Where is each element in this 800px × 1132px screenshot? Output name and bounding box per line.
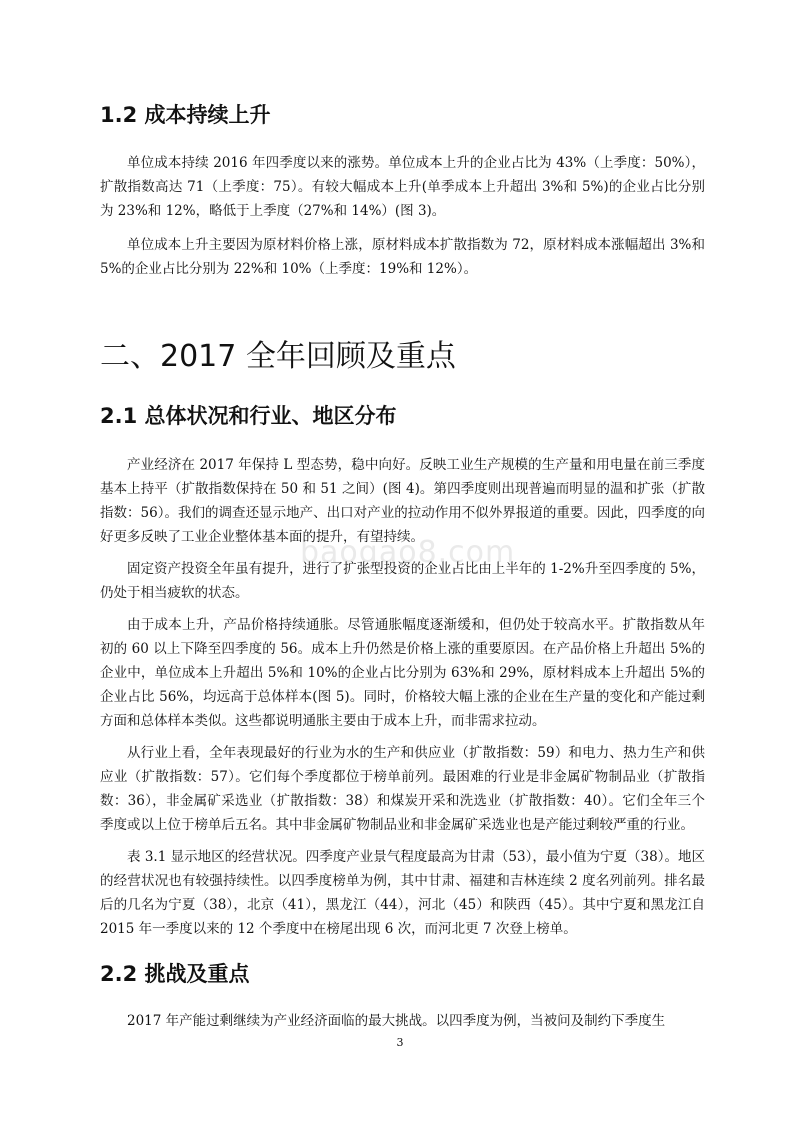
section-2-1-paragraph-5: 表 3.1 显示地区的经营状况。四季度产业景气程度最高为甘肃（53），最小值为宁夏（38）。地区的经营状况也有较强持续性。以四季度榜单为例，其中甘肃、福建和吉林连续 2 度名列前列。排名最后的几名为宁夏（38），北京（41），黑龙江（44），河北（45）和陕西（45）。其中宁夏和黑龙江自 2015 年一季度以来的 12 个季度中在榜尾出现 6 次，而河北更 7 次登上榜单。	[100, 849, 705, 937]
section-1-2-heading: 1.2 成本持续上升	[100, 103, 271, 127]
section-2-1-paragraph-4: 从行业上看，全年表现最好的行业为水的生产和供应业（扩散指数：59）和电力、热力生产和供应业（扩散指数：57）。它们每个季度都位于榜单前列。最困难的行业是非金属矿物制品业（扩散指数：36），非金属矿采选业（扩散指数：38）和煤炭开采和洗选业（扩散指数：40）。它们全年三个季度或以上位于榜单后五名。其中非金属矿物制品业和非金属矿采选业也是产能过剩较严重的行业。	[100, 745, 705, 833]
section-2-1-paragraph-3: 由于成本上升，产品价格持续通胀。尽管通胀幅度逐渐缓和，但仍处于较高水平。扩散指数从年初的 60 以上下降至四季度的 56。成本上升仍然是价格上涨的重要原因。在产品价格上升超出 5%的企业中，单位成本上升超出 5%和 10%的企业占比分别为 63%和 29%，原材料成本上升超出 5%的企业占比 56%，均远高于总体样本(图 5)。同时，价格较大幅上涨的企业在生产量的变化和产能过剩方面和总体样本类似。这些都说明通胀主要由于成本上升，而非需求拉动。	[100, 617, 705, 729]
section-2-1-paragraph-1: 产业经济在 2017 年保持 L 型态势，稳中向好。反映工业生产规模的生产量和用电量在前三季度基本上持平（扩散指数保持在 50 和 51 之间）(图 4)。第四季度则出现普遍而明显的温和扩张（扩散指数：56）。我们的调查还显示地产、出口对产业的拉动作用不似外界报道的重要。因此，四季度的向好更多反映了工业企业整体基本面的提升，有望持续。	[100, 457, 705, 545]
section-1-2-paragraph-1: 单位成本持续 2016 年四季度以来的涨势。单位成本上升的企业占比为 43%（上季度：50%），扩散指数高达 71（上季度：75）。有较大幅成本上升(单季成本上升超出 3%和 5%)的企业占比分别为 23%和 12%，略低于上季度（27%和 14%）(图 3)。	[100, 155, 705, 219]
page-content	[100, 100, 705, 1033]
section-2-1-paragraph-2: 固定资产投资全年虽有提升，进行了扩张型投资的企业占比由上半年的 1-2%升至四季度的 5%，仍处于相当疲软的状态。	[100, 561, 705, 601]
chapter-2-heading: 二、2017 全年回顾及重点	[100, 339, 456, 374]
watermark: baogao8.com	[300, 535, 516, 570]
section-1-2-paragraph-2: 单位成本上升主要因为原材料价格上涨，原材料成本扩散指数为 72，原材料成本涨幅超出 3%和 5%的企业占比分别为 22%和 10%（上季度：19%和 12%）。	[100, 237, 705, 277]
section-2-2-paragraph-1: 2017 年产能过剩继续为产业经济面临的最大挑战。以四季度为例，当被问及制约下季度生	[127, 1013, 666, 1029]
page-number: 3	[396, 1036, 404, 1049]
section-2-1-heading: 2.1 总体状况和行业、地区分布	[100, 404, 397, 428]
section-2-2-heading: 2.2 挑战及重点	[100, 962, 250, 986]
